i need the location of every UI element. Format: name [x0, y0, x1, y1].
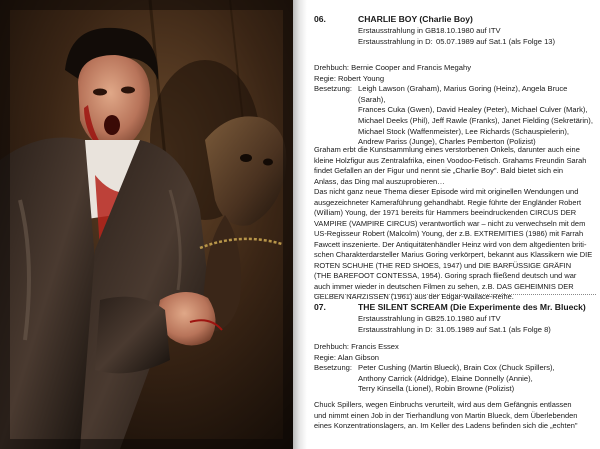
- director-credit: Regie: Alan Gibson: [314, 352, 380, 362]
- director-credit: Regie: Robert Young: [314, 73, 385, 83]
- film-still-illustration: [0, 0, 293, 449]
- cast-credit: [314, 363, 596, 395]
- episode-number: 07.: [314, 302, 326, 312]
- airing-label: Erstausstrahlung in D:: [358, 37, 433, 46]
- cast-line: Anthony Carrick (Aldridge), Elaine Donnelly (Annie),: [358, 373, 533, 383]
- airing-gb: [358, 314, 501, 323]
- airing-label: Erstausstrahlung in GB:: [358, 26, 439, 35]
- synopsis-line: US-Regisseur Robert (Malcolm) Young, der z.B. EXTREMITIES (1986) mit Farrah: [314, 229, 584, 238]
- synopsis-line: (William) Young, der 1971 bereits für Hammers beeindruckenden CIRCUS DER: [314, 208, 577, 217]
- cast-line: Michael Deeks (Phil), Jeff Rawle (Franks), Janet Fielding (Sekretärin),: [358, 115, 593, 125]
- episode-title: THE SILENT SCREAM (Die Experimente des Mr. Blueck): [358, 302, 586, 312]
- episode-number: 06.: [314, 14, 326, 24]
- airing-value: 31.05.1989 auf Sat.1 (als Folge 8): [436, 325, 551, 334]
- synopsis-line: (THE BAREFOOT CONTESSA, 1954). Goring sprach fließend deutsch und war: [314, 271, 577, 280]
- episode-divider: [314, 294, 596, 295]
- cast-line: Leigh Lawson (Graham), Marius Goring (Heinz), Angela Bruce (Sarah),: [358, 84, 568, 104]
- cast-line: Peter Cushing (Martin Blueck), Brain Cox (Chuck Spillers),: [358, 363, 555, 373]
- page-gutter: [293, 0, 307, 449]
- credits-block: [314, 63, 596, 148]
- airing-de: [358, 37, 555, 46]
- episode-text-page: [307, 0, 600, 449]
- synopsis-line: Fawcett inszenierte. Der Antiquitätenhändler Heinz wird von dem altgedienten briti-: [314, 239, 587, 249]
- synopsis-line: Anlass, das Ding mal auszuprobieren…: [314, 176, 445, 186]
- synopsis-line: findet Gefallen an der Figur und nennt sie „Charlie Boy". Bald bietet sich ein: [314, 166, 564, 175]
- airing-value: 18.10.1980 auf ITV: [436, 26, 501, 35]
- episode-07: [314, 302, 596, 430]
- cast-credit: [314, 84, 596, 148]
- cast-line: Michael Stock (Waffenmeister), Lee Richards (Schauspielerin),: [358, 126, 570, 136]
- synopsis-line: eines Konzentrationslagers, an. Im Keller des Ladens befinden sich die „echten": [314, 421, 578, 430]
- cast-list: [358, 363, 596, 395]
- synopsis-line: VAMPIRE (VAMPIRE CIRCUS) verantwortlich war – nicht zu verwechseln mit dem: [314, 218, 586, 228]
- synopsis-line: Chuck Spillers, wegen Einbruchs verurteilt, wird aus dem Gefängnis entlassen: [314, 400, 572, 409]
- synopsis-line: auch immer wieder in deutschen Filmen zu sehen, z.B. DAS GEHEIMNIS DER: [314, 281, 574, 291]
- synopsis-line: kleine Holzfigur aus Zentralafrika, einen Voodoo-Fetisch. Grahams Freundin Sarah: [314, 155, 587, 165]
- synopsis-line: ausgezeichneter Kameraführung gehandhabt. Regie führte der Engländer Robert: [314, 197, 582, 207]
- airing-de: [358, 325, 551, 334]
- cast-label: Besetzung:: [314, 84, 352, 94]
- cast-line: Andrew Pariss (Junge), Charles Pemberton (Polizist): [358, 137, 536, 147]
- synopsis-text: [314, 400, 598, 432]
- writer-credit: Drehbuch: Francis Essex: [314, 342, 399, 351]
- synopsis-line: und nimmt einen Job in der Tierhandlung von Martin Blueck, dem Überlebenden: [314, 410, 578, 420]
- cast-label: Besetzung:: [314, 363, 352, 373]
- episode-06: [314, 14, 596, 301]
- synopsis-line: GELBEN NARZISSEN (1961) aus der Edgar-Wallace-Reihe.: [314, 292, 514, 301]
- film-still-photo: [0, 0, 293, 449]
- airing-gb: [358, 26, 501, 35]
- airing-value: 25.10.1980 auf ITV: [436, 314, 501, 323]
- synopsis-line: ROTEN SCHUHE (THE RED SHOES, 1947) und DIE BARFÜSSIGE GRÄFIN: [314, 260, 572, 270]
- cast-list: [358, 84, 596, 148]
- airing-label: Erstausstrahlung in GB:: [358, 314, 439, 323]
- writer-credit: Drehbuch: Bernie Cooper and Francis Megahy: [314, 63, 472, 72]
- cast-line: Terry Kinsella (Lionel), Robin Browne (Polizist): [358, 384, 515, 394]
- synopsis-line: schen Charakterdarsteller Marius Goring verkörpert, bekannt aus Klassikern wie DIE: [314, 250, 593, 259]
- synopsis-line: Das nicht ganz neue Thema dieser Episode wird mit originellen Wendungen und: [314, 187, 579, 196]
- synopsis-line: Graham erbt die Kunstsammlung eines verstorbenen Onkels, darunter auch eine: [314, 145, 580, 154]
- airing-label: Erstausstrahlung in D:: [358, 325, 433, 334]
- episode-title: CHARLIE BOY (Charlie Boy): [358, 14, 473, 24]
- synopsis-text: [314, 145, 598, 303]
- credits-block: [314, 342, 596, 395]
- airing-value: 05.07.1989 auf Sat.1 (als Folge 13): [436, 37, 556, 46]
- cast-line: Frances Cuka (Gwen), David Healey (Peter), Michael Culver (Mark),: [358, 105, 588, 115]
